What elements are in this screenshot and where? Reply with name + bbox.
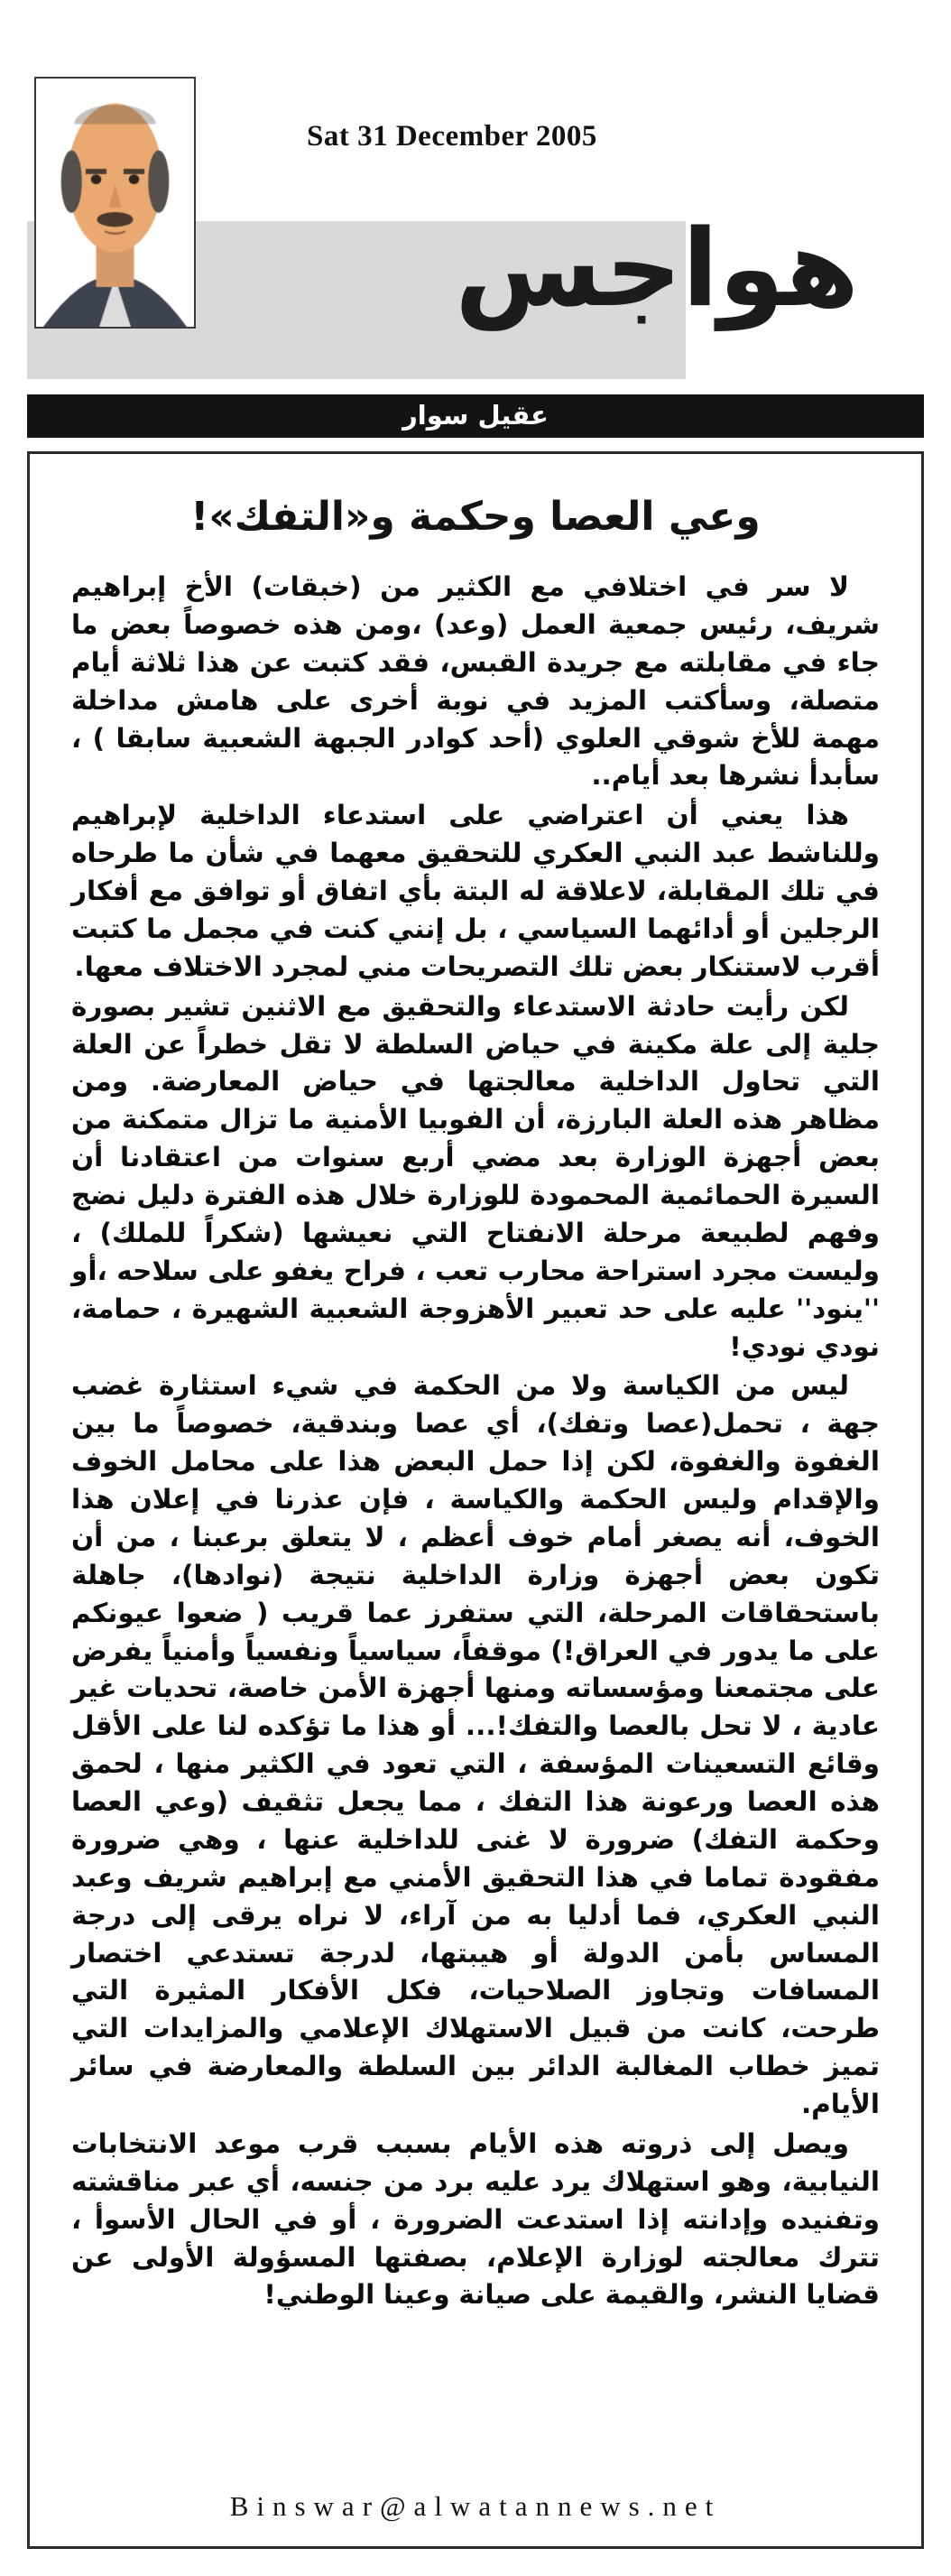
article-paragraph: هذا يعني أن اعتراضي على استدعاء الداخلية لإبراهيم وللناشط عبد النبي العكري للتحقيق معهما في شأن ما طرحاه في تلك المقابلة، لاعلاقة له البتة بأي اتفاق أو توافق مع أفكار الرجلين أو أدائهما السياسي ، بل إنني كنت في مجمل ما كتبت أقرب لاستنكار بعض تلك التصريحات مني لمجرد الاختلاف معها. — [71, 800, 880, 982]
article-paragraph: ليس من الكياسة ولا من الحكمة في شيء استثارة غضب جهة ، تحمل(عصا وتفك)، أي عصا وبندقية، خصوصاً ما بين الغفوة والغفوة، لكن إذا حمل البعض هذا على محامل الخوف والإقدام وليس الحكمة والكياسة ، فإن عذرنا في إعلان هذا الخوف، أنه يصغر أمام خوف أعظم ، لا يتعلق برعبنا ، من أن تكون بعض أجهزة وزارة الداخلية نتيجة (نوادها)، جاهلة باستحقاقات المرحلة، التي ستفرز عما قريب ( ضعوا عيونكم على ما يدور في العراق!) موقفاً، سياسياً ونفسياً وأمنياً يفرض على مجتمعنا ومؤسساته ومنها أجهزة الأمن خاصة، تحديات غير عادية ، لا تحل بالعصا والتفك!... أو هذا ما تؤكده لنا على الأقل وقائع التسعينات المؤسفة ، التي تعود في الكثير منها ، لحمق هذه العصا ورعونة هذا التفك ، مما يجعل تثقيف (وعي العصا وحكمة التفك) ضرورة لا غنى للداخلية عنها ، وهي ضرورة مفقودة تماما في هذا التحقيق الأمني مع إبراهيم شريف وعبد النبي العكري، فما أدليا به من آراء، لا نراه يرقى إلى درجة المساس بأمن الدولة أو هيبتها، لدرجة تستدعي اختصار المسافات وتجاوز الصلاحيات، فكل الأفكار المثيرة التي طرحت، كانت من قبيل الاستهلاك الإعلامي والمزايدات التي تميز خطاب المغالبة الدائر بين السلطة والمعارضة في سائر الأيام. — [71, 1370, 880, 2119]
article-paragraph: لكن رأيت حادثة الاستدعاء والتحقيق مع الاثنين تشير بصورة جلية إلى علة مكينة في حياض السلطة لا تقل خطراً عن العلة التي تحاول الداخلية معالجتها في حياض المعارضة. ومن مظاهر هذه العلة البارزة، أن الفوبيا الأمنية ما تزال متمكنة من بعض أجهزة الوزارة بعد مضي أربع سنوات من اعتقادنا أن السيرة الحمائمية المحمودة للوزارة خلال هذه الفترة دليل نضج وفهم لطبيعة مرحلة الانفتاح التي نعيشها (شكراً للملك) ، وليست مجرد استراحة محارب تعب ، فراح يغفو على سلاحه ،أو ''ينود'' عليه على حد تعبير الأهزوجة الشعبية الشهيرة ، حمامة، نودي نودي! — [71, 990, 880, 1362]
article-body — [71, 569, 880, 2314]
author-email: Binswar@alwatannews.net — [229, 2490, 722, 2522]
portrait-image — [36, 79, 194, 327]
masthead — [0, 0, 951, 431]
author-portrait — [34, 77, 196, 329]
page-title: هواجس — [455, 206, 860, 330]
author-name: عقيل سوار — [402, 399, 549, 431]
article-paragraph: لا سر في اختلافي مع الكثير من (خبقات) الأخ إبراهيم شريف، رئيس جمعية العمل (وعد) ،ومن هذه خصوصاً بعض ما جاء في مقابلته مع جريدة القبس، فقد كتبت عن هذا ثلاثة أيام متصلة، وسأكتب المزيد في نوبة أخرى على هامش مداخلة مهمة للأخ شوقي العلوي (أحد كوادر الجبهة الشعبية سابقا ) ، سأبدأ نشرها بعد أيام.. — [71, 571, 880, 792]
article-headline: وعي العصا وحكمة و«التفك»! — [190, 494, 761, 540]
author-band — [27, 394, 924, 438]
article-container — [27, 451, 924, 2549]
article-paragraph: ويصل إلى ذروته هذه الأيام بسبب قرب موعد الانتخابات النيابية، وهو استهلاك يرد عليه برد من جنسه، أي عبر مناقشته وتفنيده وإدانته إذا استدعت الضرورة ، أو في الحال الأسوأ ، تترك معالجته لوزارة الإعلام، بصفتها المسؤولة الأولى عن قضايا النشر، والقيمة على صيانة وعينا الوطني! — [71, 2127, 880, 2311]
publication-date: Sat 31 December 2005 — [307, 120, 597, 153]
